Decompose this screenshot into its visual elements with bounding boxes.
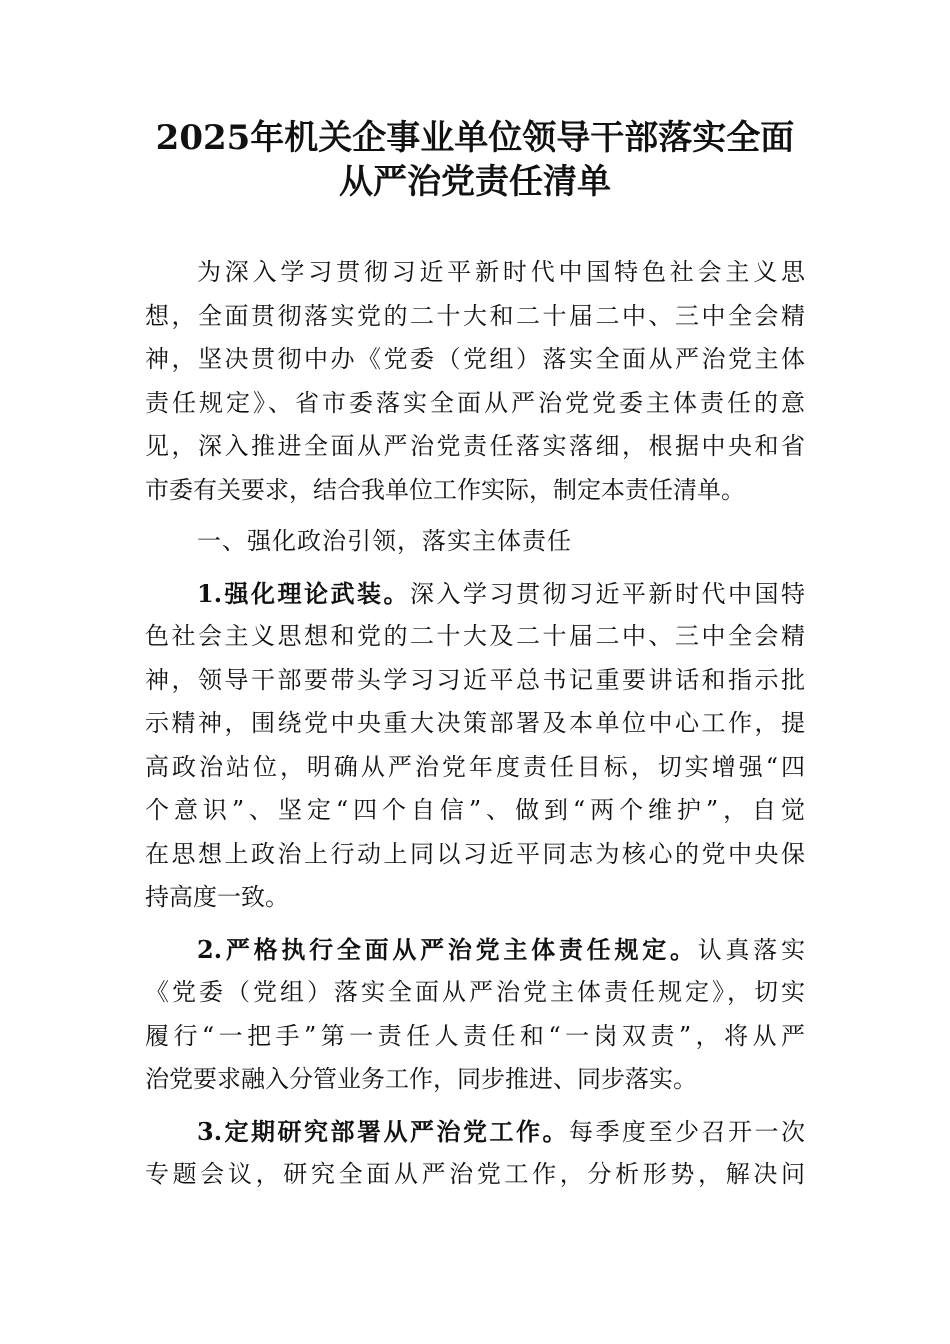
text-line (145, 928, 805, 972)
text-line: 专题会议，研究全面从严治党工作，分析形势，解决问 (145, 1160, 805, 1188)
item-3-paragraph (145, 1110, 805, 1197)
text-line: 示精神，围绕党中央重大决策部署及本单位中心工作，提 (145, 709, 805, 737)
text-line: 为深入学习贯彻习近平新时代中国特色社会主义思 (197, 258, 805, 286)
text-line: 《党委（党组）落实全面从严治党主体责任规定》，切实 (145, 978, 805, 1006)
section-heading: 一、强化政治引领，落实主体责任 (197, 527, 572, 555)
intro-paragraph (145, 251, 805, 512)
document-title-line-2: 从严治党责任清单 (339, 162, 611, 202)
text-line: 个意识”、坚定“四个自信”、做到“两个维护”，自觉 (145, 796, 805, 824)
text-line: 高政治站位，明确从严治党年度责任目标，切实增强“四 (145, 752, 805, 781)
text-line: 责任规定》、省市委落实全面从严治党党委主体责任的意 (145, 388, 805, 417)
text-line: 色社会主义思想和党的二十大及二十届二中、三中全会精 (145, 622, 805, 650)
text-line: 神，领导干部要带头学习习近平总书记重要讲话和指示批 (145, 665, 805, 694)
document-title-line-1: 2025年机关企事业单位领导干部落实全面 (155, 118, 795, 158)
document-body (145, 251, 805, 1205)
item-text: 认真落实 (697, 935, 805, 964)
text-line (145, 1110, 805, 1154)
text-line: 履行“一把手”第一责任人责任和“一岗双责”，将从严 (145, 1021, 805, 1050)
text-line: 治党要求融入分管业务工作，同步推进、同步落实。 (145, 1065, 697, 1093)
item-text: 每季度至少召开一次 (569, 1117, 805, 1146)
text-line: 神，坚决贯彻中办《党委（党组）落实全面从严治党主体 (145, 345, 805, 373)
item-lead: 1.强化理论武装。 (197, 578, 411, 608)
item-1-paragraph (145, 572, 805, 920)
text-line: 持高度一致。 (145, 883, 289, 911)
text-line: 想，全面贯彻落实党的二十大和二十届二中、三中全会精 (145, 301, 805, 330)
text-line: 在思想上政治上行动上同以习近平同志为核心的党中央保 (145, 839, 805, 868)
item-lead: 3.定期研究部署从严治党工作。 (197, 1116, 570, 1146)
item-lead: 2.严格执行全面从严治党主体责任规定。 (197, 934, 698, 964)
item-text: 深入学习贯彻习近平新时代中国特 (410, 579, 806, 608)
text-line: 见，深入推进全面从严治党责任落实落细，根据中央和省 (145, 432, 805, 460)
text-line (145, 572, 805, 616)
item-2-paragraph (145, 928, 805, 1102)
text-line: 市委有关要求，结合我单位工作实际，制定本责任清单。 (145, 475, 745, 504)
